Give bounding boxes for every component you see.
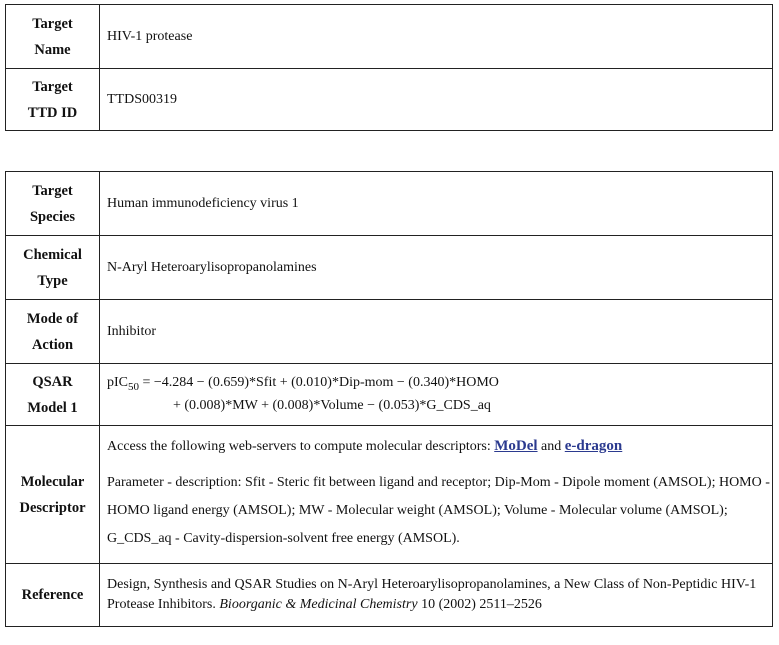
- label-line: Target: [32, 78, 73, 95]
- descriptor-intro: [107, 436, 772, 457]
- target-species-value: Human immunodeficiency virus 1: [100, 172, 773, 236]
- target-ttd-id-label: [6, 69, 100, 131]
- equation-term: = −4.284 − (0.659)*Sfit + (0.010)*Dip-mom − (0.340)*HOMO: [139, 374, 499, 390]
- reference-label: Reference: [6, 564, 100, 627]
- label-line: Molecular: [20, 473, 85, 490]
- mode-of-action-label: [6, 300, 100, 364]
- qsar-model-row: [6, 364, 773, 426]
- e-dragon-link[interactable]: e-dragon: [564, 438, 623, 454]
- reference-text: Design, Synthesis and QSAR Studies on N-Aryl Heteroarylisopropanolamines, a New Class of Non-Peptidic HIV-1 Protease Inhibitors.: [107, 577, 757, 612]
- label-line: Target: [32, 15, 73, 32]
- chemical-type-value: N-Aryl Heteroarylisopropanolamines: [100, 236, 773, 300]
- conjunction-text: and: [537, 439, 565, 454]
- label-line: Name: [34, 41, 71, 58]
- target-name-row: [6, 5, 773, 69]
- molecular-descriptor-row: [6, 426, 773, 564]
- target-name-label: [6, 5, 100, 69]
- reference-value: [100, 564, 773, 627]
- reference-row: [6, 564, 773, 627]
- target-info-table: [5, 4, 773, 131]
- label-line: QSAR: [32, 373, 73, 390]
- label-line: Action: [31, 336, 74, 353]
- label-line: Model 1: [27, 399, 78, 416]
- qsar-equation: [100, 364, 773, 426]
- model-link[interactable]: MoDel: [494, 438, 538, 454]
- reference-journal: Bioorganic & Medicinal Chemistry: [219, 597, 418, 612]
- molecular-descriptor-label: [6, 426, 100, 564]
- target-ttd-id-value: TTDS00319: [100, 69, 773, 131]
- descriptor-intro-text: Access the following web-servers to compute molecular descriptors:: [107, 439, 495, 454]
- equation-line-1: [107, 373, 772, 397]
- molecular-descriptor-value: [100, 426, 773, 564]
- label-line: Mode of: [26, 310, 79, 327]
- equation-subscript: 50: [128, 380, 139, 393]
- descriptor-parameters: Parameter - description: Sfit - Steric fit between ligand and receptor; Dip-Mom - Dipole moment (AMSOL); HOMO - HOMO ligand energy (AMSOL); MW - Molecular weight (AMSOL); Volume - Molecular volume (AMSOL); G_CDS_aq - Cavity-dispersion-solvent free energy (AMSOL).: [107, 475, 770, 546]
- equation-term: pIC: [107, 374, 128, 390]
- target-ttd-id-row: [6, 69, 773, 131]
- label-line: Descriptor: [19, 499, 86, 516]
- qsar-details-table: [5, 171, 773, 627]
- reference-citation: 10 (2002) 2511–2526: [417, 597, 542, 612]
- label-line: Target: [32, 182, 73, 199]
- equation-line-2: + (0.008)*MW + (0.008)*Volume − (0.053)*G_CDS_aq: [173, 398, 491, 414]
- label-line: TTD ID: [27, 104, 78, 121]
- mode-of-action-value: Inhibitor: [100, 300, 773, 364]
- target-species-label: [6, 172, 100, 236]
- target-name-value: HIV-1 protease: [100, 5, 773, 69]
- label-line: Species: [29, 208, 76, 225]
- label-line: Chemical: [23, 246, 82, 263]
- label-line: Type: [37, 272, 68, 289]
- qsar-model-label: [6, 364, 100, 426]
- mode-of-action-row: [6, 300, 773, 364]
- chemical-type-label: [6, 236, 100, 300]
- chemical-type-row: [6, 236, 773, 300]
- target-species-row: [6, 172, 773, 236]
